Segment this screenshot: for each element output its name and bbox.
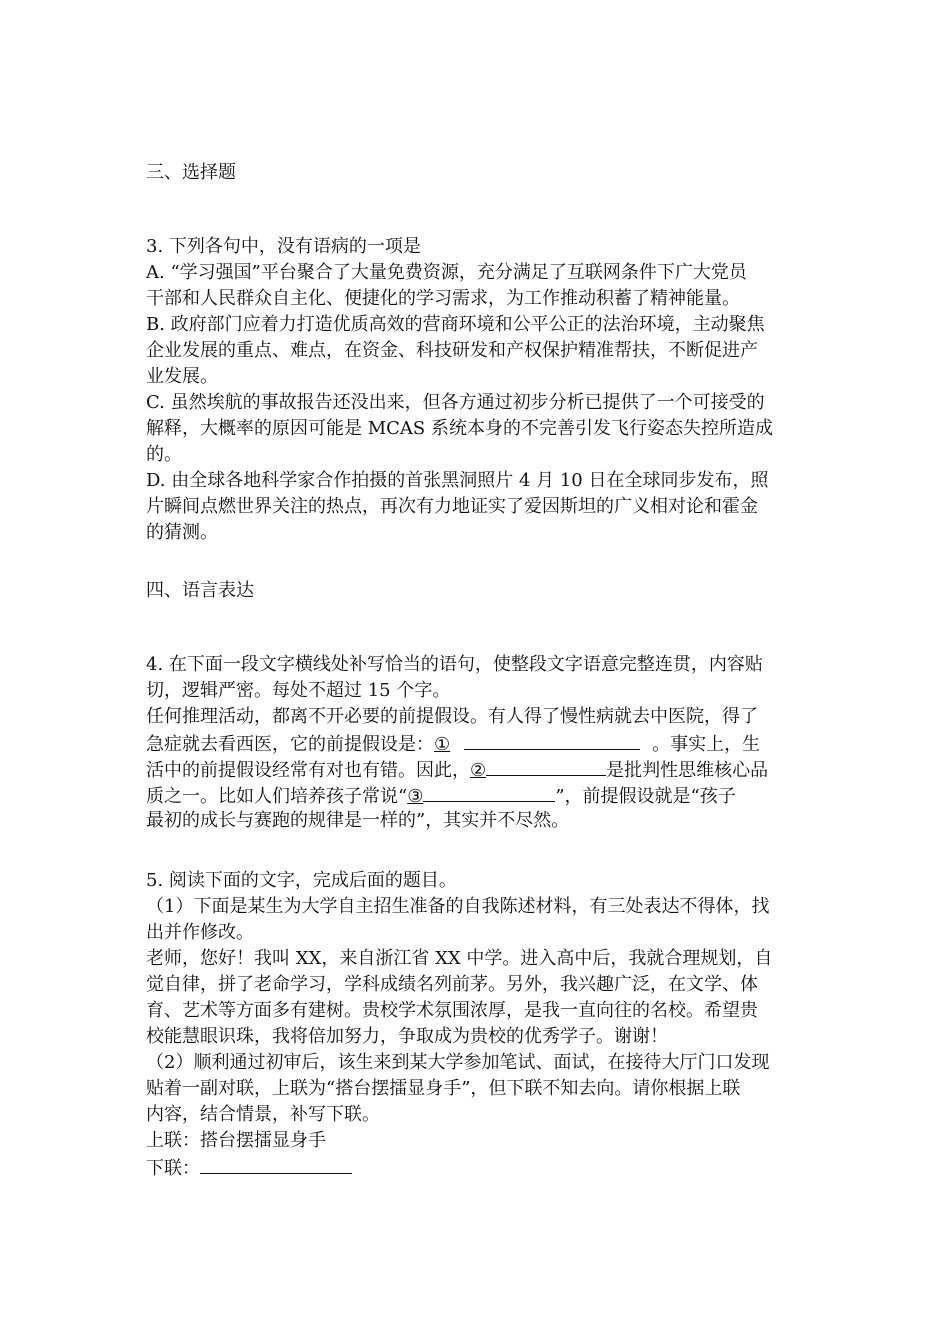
option-d-line-2: 片瞬间点燃世界关注的热点，再次有力地证实了爱因斯坦的广义相对论和霍金 (146, 496, 758, 517)
answer-blank-2[interactable] (486, 756, 606, 776)
passage-text: 活中的前提假设经常有对也有错。因此， (146, 760, 470, 781)
passage-text: ”，前提假设就是“孩子 (555, 786, 736, 807)
couplet-first-line: 上联：搭台摆擂显身手 (146, 1130, 326, 1151)
blank-marker-3: ③ (407, 786, 424, 807)
question-4-passage-3 (146, 756, 816, 782)
question-5-part2-1: （2）顺利通过初审后，该生来到某大学参加笔试、面试，在接待大厅门口发现 (146, 1052, 770, 1073)
question-4-passage-5: 最初的成长与赛跑的规律是一样的”，其实并不尽然。 (146, 810, 570, 831)
option-b-line-3: 业发展。 (146, 366, 218, 387)
question-3-stem: 3. 下列各句中，没有语病的一项是 (146, 236, 421, 257)
couplet-answer-blank[interactable] (200, 1154, 352, 1174)
question-4-stem-1: 4. 在下面一段文字横线处补写恰当的语句，使整段文字语意完整连贯，内容贴 (146, 654, 763, 675)
question-5-part1-2: 出并作修改。 (146, 922, 254, 943)
passage-text: 急症就去看西医，它的前提假设是： (146, 734, 434, 755)
option-d-line-3: 的猜测。 (146, 522, 218, 543)
question-4-passage-1: 任何推理活动，都离不开必要的前提假设。有人得了慢性病就去中医院，得了 (146, 706, 758, 727)
question-5-part2-3: 内容，结合情景，补写下联。 (146, 1104, 380, 1125)
blank-marker-1: ① (434, 734, 451, 755)
option-b-line-1: B. 政府部门应着力打造优质高效的营商环境和公平公正的法治环境，主动聚焦 (146, 314, 765, 335)
question-3 (146, 234, 816, 546)
question-4-passage-4 (146, 782, 816, 808)
question-5-stem: 5. 阅读下面的文字，完成后面的题目。 (146, 870, 457, 891)
option-b-line-2: 企业发展的重点、难点，在资金、科技研发和产权保护精准帮扶，不断促进产 (146, 340, 758, 361)
blank-marker-2: ② (470, 760, 487, 781)
couplet-second-label: 下联： (146, 1158, 200, 1179)
passage-text: 是批判性思维核心品 (606, 760, 769, 781)
section-heading-language: 四、语言表达 (146, 580, 254, 601)
option-c-line-1: C. 虽然埃航的事故报告还没出来，但各方通过初步分析已提供了一个可接受的 (146, 392, 765, 413)
answer-blank-1[interactable] (464, 730, 640, 750)
option-a-line-1: A. “学习强国”平台聚合了大量免费资源，充分满足了互联网条件下广大党员 (146, 262, 747, 283)
section-heading-choice: 三、选择题 (146, 162, 236, 183)
self-statement-3: 育、艺术等方面多有建树。贵校学术氛围浓厚，是我一直向往的名校。希望贵 (146, 1000, 758, 1021)
option-c-line-2: 解释，大概率的原因可能是 MCAS 系统本身的不完善引发飞行姿态失控所造成 (146, 418, 773, 439)
question-5-part2-2: 贴着一副对联，上联为“搭台摆擂显身手”，但下联不知去向。请你根据上联 (146, 1078, 741, 1099)
option-a-line-2: 干部和人民群众自主化、便捷化的学习需求，为工作推动积蓄了精神能量。 (146, 288, 740, 309)
question-4-passage-2 (146, 730, 816, 756)
passage-text: 质之一。比如人们培养孩子常说“ (146, 786, 408, 807)
self-statement-4: 校能慧眼识珠，我将倍加努力，争取成为贵校的优秀学子。谢谢！ (146, 1026, 668, 1047)
couplet-second-line (146, 1154, 816, 1180)
answer-blank-3[interactable] (423, 782, 555, 802)
question-5 (146, 868, 816, 1180)
self-statement-1: 老师，您好！我叫 XX，来自浙江省 XX 中学。进入高中后，我就合理规划，自 (146, 948, 773, 969)
option-c-line-3: 的。 (146, 444, 182, 465)
option-d-line-1: D. 由全球各地科学家合作拍摄的首张黑洞照片 4 月 10 日在全球同步发布，照 (146, 470, 769, 491)
question-4 (146, 652, 816, 834)
passage-text: 。事实上，生 (652, 734, 761, 755)
question-5-part1-1: （1）下面是某生为大学自主招生准备的自我陈述材料，有三处表达不得体，找 (146, 896, 770, 917)
self-statement-2: 觉自律，拼了老命学习，学科成绩名列前茅。另外，我兴趣广泛，在文学、体 (146, 974, 758, 995)
question-4-stem-2: 切，逻辑严密。每处不超过 15 个字。 (146, 680, 451, 701)
